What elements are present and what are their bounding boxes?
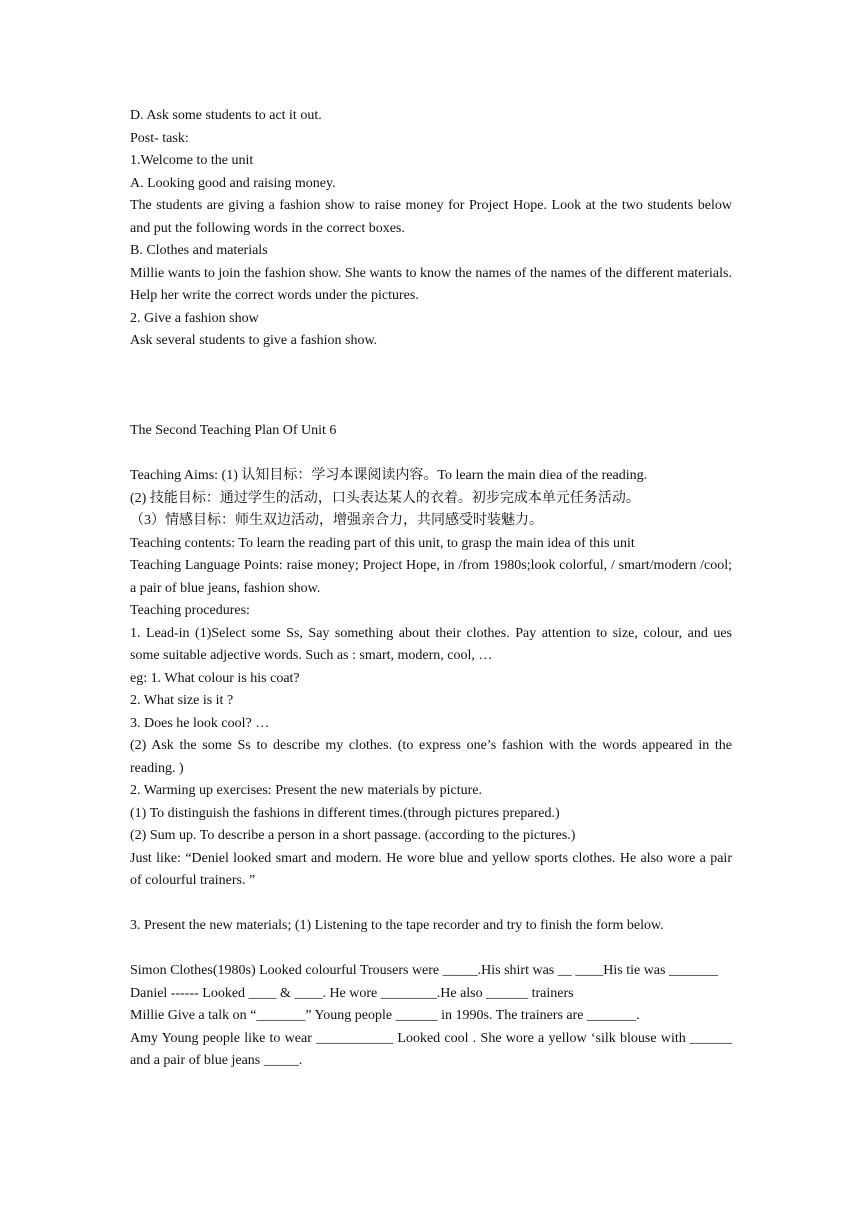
form-row-simon: Simon Clothes(1980s) Looked colourful Trousers were _____.His shirt was __ ____His tie was _______ [130,963,718,978]
spacer [130,353,732,421]
text-line: (1) To distinguish the fashions in different times.(through pictures prepared.) [130,805,560,821]
form-row-daniel: Daniel ------ Looked ____ & ____. He wore ________.He also ______ trainers [130,985,574,1001]
text-line: D. Ask some students to act it out. [130,108,322,123]
text-line: 3. Does he look cool? … [130,715,270,731]
section-title: The Second Teaching Plan Of Unit 6 [130,423,337,438]
spacer [130,938,732,961]
text-line: Teaching procedures: [130,603,250,618]
text-line: 2. What size is it ? [130,693,234,708]
section-second-plan [130,420,732,1073]
text-paragraph: (2) Ask the some Ss to describe my clothes. (to express one’s fashion with the words appeared in the reading. ) [130,738,732,776]
text-line: Ask several students to give a fashion show. [130,333,378,348]
text-line: Teaching Aims: (1) 认知目标：学习本课阅读内容。To learn the main diea of the reading. [130,468,648,483]
text-line: 2. Give a fashion show [130,310,259,326]
spacer [130,443,732,466]
text-line: Teaching contents: To learn the reading part of this unit, to grasp the main idea of this unit [130,535,635,551]
form-row-millie: Millie Give a talk on “_______” Young people ______ in 1990s. The trainers are _______. [130,1008,640,1023]
spacer [130,893,732,916]
section-post-task [130,105,732,353]
text-line: (2) 技能目标：通过学生的活动，口头表达某人的衣着。初步完成本单元任务活动。 [130,490,640,506]
text-line: 3. Present the new materials; (1) Listening to the tape recorder and try to finish the form below. [130,918,664,933]
form-row-amy: Amy Young people like to wear ___________ Looked cool . She wore a yellow ‘silk blouse with ______ and a pair of blue jeans _____. [130,1030,732,1068]
text-line: A. Looking good and raising money. [130,175,336,191]
text-paragraph: 1. Lead-in (1)Select some Ss, Say something about their clothes. Pay attention to size, colour, and ues some suitable adjective words. Such as : smart, modern, cool, … [130,625,732,663]
text-line: 2. Warming up exercises: Present the new materials by picture. [130,783,483,798]
text-line: eg: 1. What colour is his coat? [130,670,300,686]
text-line: (2) Sum up. To describe a person in a short passage. (according to the pictures.) [130,828,576,843]
text-paragraph: Teaching Language Points: raise money; Project Hope, in /from 1980s;look colorful, / smart/modern /cool; a pair of blue jeans, fashion show. [130,558,732,596]
text-line: Post- task: [130,130,189,146]
text-paragraph: Millie wants to join the fashion show. She wants to know the names of the names of the different materials. Help her write the correct words under the pictures. [130,265,732,303]
text-line: 1.Welcome to the unit [130,153,254,168]
document-page [130,105,732,1073]
text-paragraph: Just like: “Deniel looked smart and modern. He wore blue and yellow sports clothes. He also wore a pair of colourful trainers. ” [130,850,732,888]
fill-in-form [130,960,732,1073]
text-line: B. Clothes and materials [130,243,268,258]
text-line: （3）情感目标：师生双边活动，增强亲合力，共同感受时装魅力。 [130,513,543,528]
text-paragraph: The students are giving a fashion show to raise money for Project Hope. Look at the two students below and put the following words in the correct boxes. [130,198,732,236]
